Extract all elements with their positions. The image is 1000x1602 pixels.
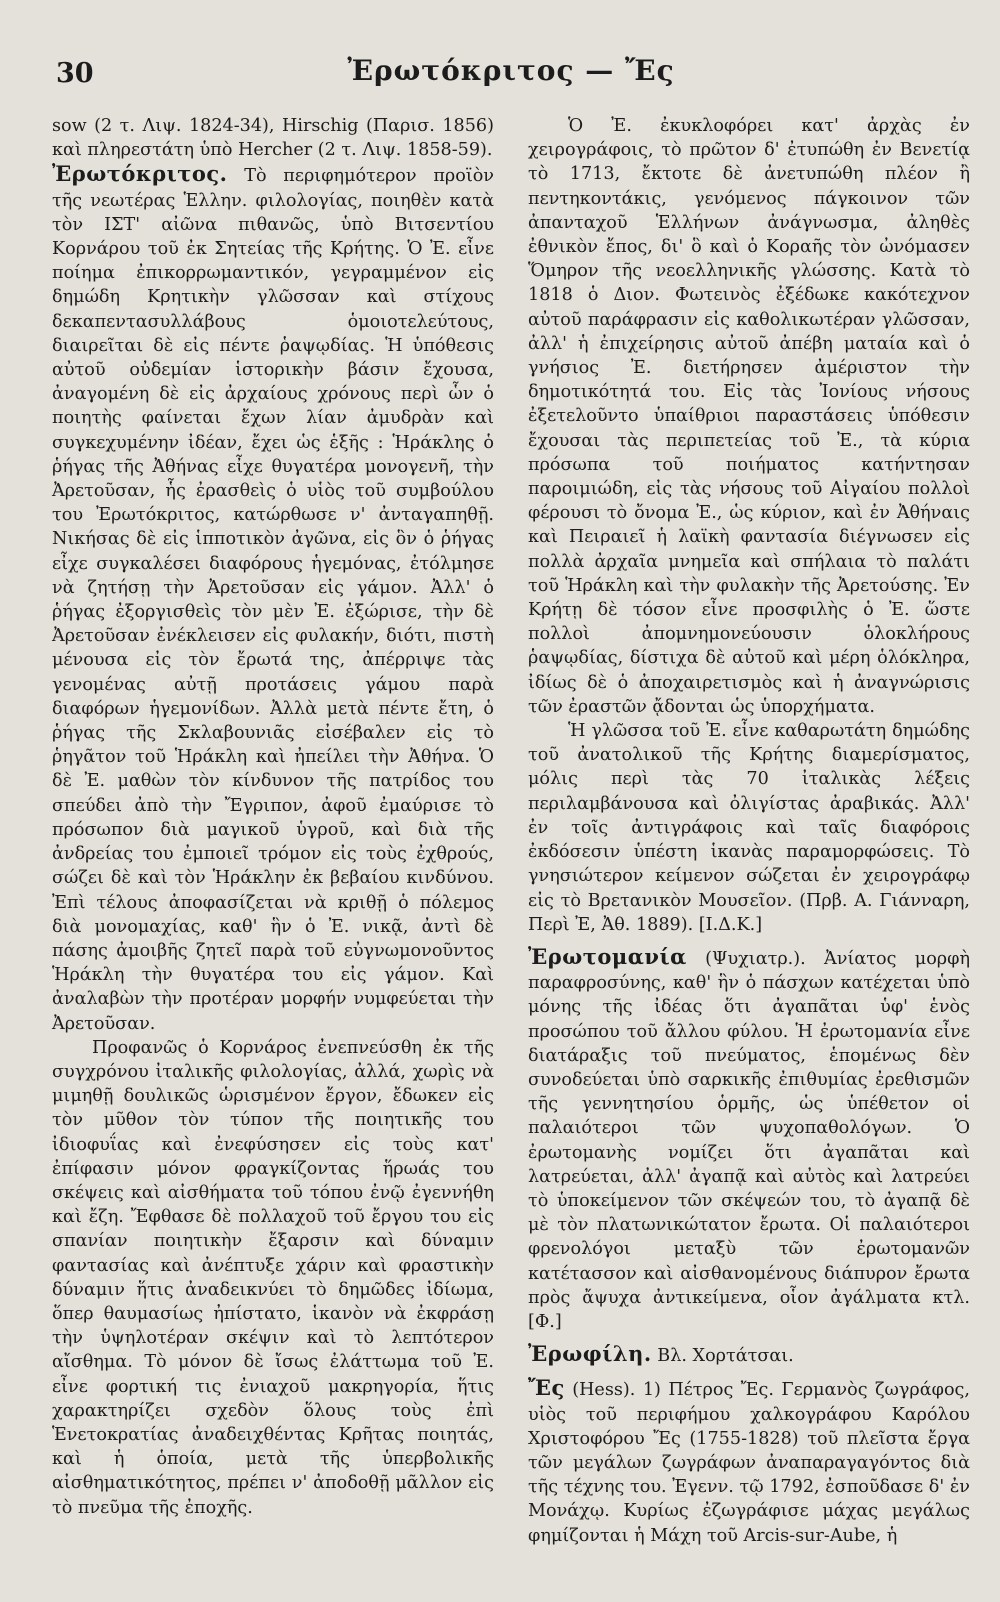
lemma: Ἐρωτομανία <box>528 943 687 969</box>
entry-text: (Hess). 1) Πέτρος Ἔς. Γερμανὸς ζωγράφος, υἱὸς τοῦ περιφήμου χαλκογράφου Καρόλου Χριστοφόρου Ἔς (1755-1828) τοῦ πλεῖστα ἔργα τῶν μεγάλων ζωγράφων ἀναπαραγαγόντος διὰ τῆς τέχνης του. Ἐγενν. τῷ 1792, ἐσποῦδασε δ' ἐν Μονάχῳ. Κυρίως ἐζωγράφισε μάχας μεγάλως φημίζονται ἡ Μάχη τοῦ Arcis-sur-Aube, ἡ <box>528 1380 971 1546</box>
lemma: Ἐρωφίλη. <box>528 1341 652 1367</box>
entry-es <box>528 1376 970 1547</box>
entry-text: Βλ. Χορτάτσαι. <box>657 1346 794 1367</box>
paragraph: Προφανῶς ὁ Κορνάρος ἐνεπνεύσθη ἐκ τῆς συγχρόνου ἰταλικῆς φιλολογίας, ἀλλά, χωρὶς νὰ μιμηθῇ δουλικῶς ὡρισμένον ἔργον, ἔδωκεν εἰς τὸν μῦθον τὸν τύπον τῆς ποιητικῆς του ἰδιοφυΐας καὶ ἐνεφύσησεν εἰς τοὺς κατ' ἐπίφασιν μόνον φραγκίζοντας ἥρωάς του σκέψεις καὶ αἰσθήματα τοῦ τόπου ἐνῷ ἐγεννήθη καὶ ἔζη. Ἔφθασε δὲ πολλαχοῦ τοῦ ἔργου του εἰς σπανίαν ποιητικὴν ἔξαρσιν καὶ δύναμιν φαντασίας καὶ ἀνέπτυξε χάριν καὶ φραστικὴν δύναμιν ἥτις ἀναδεικνύει τὸ δημῶδες ἰδίωμα, ὅπερ θαυμασίως ἠπίστατο, ἱκανὸν νὰ ἐκφράσῃ τὴν ὑψηλοτέραν σκέψιν καὶ τὸ λεπτότερον αἴσθημα. Τὸ μόνον δὲ ἴσως ἐλάττωμα τοῦ Ἐ. εἶνε φορτική τις ἐνιαχοῦ μακρηγορία, ἥτις χαρακτηρίζει σχεδὸν ὅλους τοὺς ἐπὶ Ἑνετοκρατίας ἀναδειχθέντας Κρῆτας ποιητάς, καὶ ἡ ὁποία, μετὰ τῆς ὑπερβολικῆς αἰσθηματικότητος, πρέπει ν' ἀποδοθῇ μᾶλλον εἰς τὸ πνεῦμα τῆς ἐποχῆς. <box>52 1037 494 1518</box>
paragraph: Ἡ γλῶσσα τοῦ Ἐ. εἶνε καθαρωτάτη δημώδης τοῦ ἀνατολικοῦ τῆς Κρήτης διαμερίσματος, μόλις περὶ τὰς 70 ἰταλικὰς λέξεις περιλαμβάνουσα καὶ ὀλιγίστας ἀραβικάς. Ἀλλ' ἐν τοῖς ἀντιγράφοις καὶ ταῖς διαφόροις ἐκδόσεσιν ὑπέστη ἱκανὰς παραμορφώσεις. Τὸ γνησιώτερον κείμενον σώζεται ἐν χειρογράφῳ εἰς τὸ Βρετανικὸν Μουσεῖον. (Πρβ. Α. Γιάνναρη, Περὶ Ἐ, Ἀθ. 1889). [Ι.Δ.Κ.] <box>528 721 970 935</box>
lemma: Ἔς <box>528 1375 565 1401</box>
paragraph: sow (2 τ. Λιψ. 1824-34), Hirschig (Παρισ. 1856) καὶ πληρεστάτη ὑπὸ Hercher (2 τ. Λιψ. 1858-59). <box>52 116 494 161</box>
page-number: 30 <box>56 58 94 89</box>
entry-erotokritos <box>52 162 494 1035</box>
running-head: Ἐρωτόκριτος — Ἔς <box>347 54 675 87</box>
left-column <box>52 114 494 1548</box>
entry-text: (Ψυχιατρ.). Ἀνίατος μορφὴ παραφροσύνης, καθ' ἣν ὁ πάσχων κατέχεται ὑπὸ μόνης τῆς ἰδέας ὅτι ἀγαπᾶται ὑφ' ἑνὸς προσώπου τοῦ ἄλλου φύλου. Ἡ ἐρωτομανία εἶνε διατάραξις τοῦ πνεύματος, ἑπομένως δὲν συνοδεύεται ὑπὸ σαρκικῆς ἐπιθυμίας ἐρεθισμῶν τῆς γεννητησίου ὁρμῆς, ὡς ὑπέθετον οἱ παλαιότεροι τῶν ψυχοπαθολόγων. Ὁ ἐρωτομανὴς νομίζει ὅτι ἀγαπᾶται καὶ λατρεύεται, ἀλλ' ἀγαπᾷ καὶ αὐτὸς καὶ λατρεύει τὸ ὑποκείμενον τῶν σκέψεών του, τὸ ἀγαπᾷ δὲ μὲ τὸν πλατωνικώτατον ἔρωτα. Οἱ παλαιότεροι φρενολόγοι μεταξὺ τῶν ἐρωτομανῶν κατέτασσον καὶ αἰσθανομένους διάπυρον ἔρωτα πρὸς ἄψυχα ἀντικείμενα, οἷον ἀγάλματα κτλ. [Φ.] <box>528 948 970 1332</box>
entry-erofili <box>528 1342 970 1368</box>
right-column <box>528 114 970 1548</box>
lemma: Ἐρωτόκριτος. <box>52 161 228 187</box>
page-header <box>52 40 970 89</box>
entry-text: Τὸ περιφημότερον προϊὸν τῆς νεωτέρας Ἑλλην. φιλολογίας, ποιηθὲν κατὰ τὸν ΙΣΤ' αἰῶνα πιθανῶς, ὑπὸ Βιτσεντίου Κορνάρου τοῦ ἐκ Σητείας τῆς Κρήτης. Ὁ Ἐ. εἶνε ποίημα ἐπικορρωμαντικόν, γεγραμμένον εἰς δημώδη Κρητικὴν γλῶσσαν καὶ στίχους δεκαπεντασυλλάβους ὁμοιοτελεύτους, διαιρεῖται δὲ εἰς πέντε ῥαψῳδίας. Ἡ ὑπόθεσις αὐτοῦ οὐδεμίαν ἱστορικὴν βάσιν ἔχουσα, ἀναγομένη δὲ εἰς ἀρχαίους χρόνους περὶ ὧν ὁ ποιητὴς φαίνεται ἔχων λίαν ἀμυδρὰν καὶ συγκεχυμένην ἰδέαν, ἔχει ὡς ἑξῆς : Ἡράκλης ὁ ῥήγας τῆς Ἀθήνας εἶχε θυγατέρα μονογενῆ, τὴν Ἀρετοῦσαν, ἧς ἐρασθεὶς ὁ υἱὸς τοῦ συμβούλου του Ἐρωτόκριτος, κατώρθωσε ν' ἀνταγαπηθῇ. Νικήσας δὲ εἰς ἱπποτικὸν ἀγῶνα, εἰς ὃν ὁ ῥήγας εἶχε συγκαλέσει διαφόρους ἡγεμόνας, ἐτόλμησε νὰ ζητήσῃ τὴν Ἀρετοῦσαν εἰς γάμον. Ἀλλ' ὁ ῥήγας ἐξοργισθεὶς τὸν μὲν Ἐ. ἐξώρισε, τὴν δὲ Ἀρετοῦσαν ἐνέκλεισεν εἰς φυλακήν, διότι, πιστὴ μένουσα εἰς τὸν ἔρωτά της, ἀπέρριψε τὰς γενομένας αὐτῇ προτάσεις γάμου παρὰ διαφόρων ἡγεμονίδων. Ἀλλὰ μετὰ πέντε ἔτη, ὁ ῥήγας τῆς Σκλαβουνιᾶς εἰσέβαλεν εἰς τὸ ῥηγᾶτον τοῦ Ἡράκλη καὶ ἠπείλει τὴν Ἀθήνα. Ὁ δὲ Ἐ. μαθὼν τὸν κίνδυνον τῆς πατρίδος του σπεύδει ἀπὸ τὴν Ἔγριπον, ἀφοῦ ἐμαύρισε τὸ πρόσωπον διὰ μαγικοῦ ὑγροῦ, καὶ διὰ τῆς ἀνδρείας του ἐμποιεῖ τρόμον εἰς τοὺς ἐχθρούς, σώζει δὲ καὶ τὸν Ἡράκλην ἐκ βεβαίου κινδύνου. Ἐπὶ τέλους ἀποφασίζεται νὰ κριθῇ ὁ πόλεμος διὰ μονομαχίας, καθ' ἣν ὁ Ἐ. νικᾷ, ἀντὶ δὲ πάσης ἀμοιβῆς ζητεῖ παρὰ τοῦ εὐγνωμονοῦντος Ἡράκλη τὴν θυγατέρα του εἰς γάμον. Καὶ ἀναλαβὼν τὴν προτέραν μορφήν νυμφεύεται τὴν Ἀρετοῦσαν. <box>52 166 495 1034</box>
paragraph: Ὁ Ἐ. ἐκυκλοφόρει κατ' ἀρχὰς ἐν χειρογράφοις, τὸ πρῶτον δ' ἐτυπώθη ἐν Βενετίᾳ τὸ 1713, ἔκτοτε δὲ ἀνετυπώθη πλέον ἢ πεντηκοντάκις, γενόμενος πάγκοινον τῶν ἀπανταχοῦ Ἑλλήνων ἀνάγνωσμα, ἀληθὲς ἐθνικὸν ἔπος, δι' ὃ καὶ ὁ Κοραῆς τὸν ὠνόμασεν Ὅμηρον τῆς νεοελληνικῆς γλώσσης. Κατὰ τὸ 1818 ὁ Διον. Φωτεινὸς ἐξέδωκε κακότεχνον αὐτοῦ παράφρασιν εἰς καθολικωτέραν γλῶσσαν, ἀλλ' ἡ ἐπιχείρησις αὐτοῦ ἀπέβη ματαία καὶ ὁ γνήσιος Ἐ. διετήρησεν ἀμέριστον τὴν δημοτικότητά του. Εἰς τὰς Ἰονίους νήσους ἐξετελοῦντο ὑπαίθριοι παραστάσεις ὑπόθεσιν ἔχουσαι τὰς περιπετείας τοῦ Ἐ., τὰ κύρια πρόσωπα τοῦ ποιήματος κατήντησαν παροιμιώδη, εἰς τὰς νήσους τοῦ Αἰγαίου πολλοὶ φέρουσι τὸ ὄνομα Ἐ., ὡς κύριον, καὶ ἐν Ἀθήναις καὶ Πειραιεῖ ἡ λαϊκὴ φαντασία διέγνωσεν εἰς πολλὰ ἀρχαῖα μνημεῖα καὶ σπήλαια τὸ παλάτι τοῦ Ἡράκλη καὶ τὴν φυλακὴν τῆς Ἀρετούσης. Ἐν Κρήτῃ δὲ τόσον εἶνε προσφιλὴς ὁ Ἐ. ὥστε πολλοὶ ἀπομνημονεύουσιν ὁλοκλήρους ῥαψῳδίας, δίστιχα δὲ αὐτοῦ καὶ μέρη ὁλόκληρα, ἰδίως δὲ ὁ ἀποχαιρετισμὸς καὶ ἡ ἀναγνώρισις τῶν ἐραστῶν ᾄδονται ὡς ὑπορχήματα. <box>528 116 970 717</box>
entry-erotomania <box>528 945 970 1334</box>
text-columns <box>52 114 970 1548</box>
